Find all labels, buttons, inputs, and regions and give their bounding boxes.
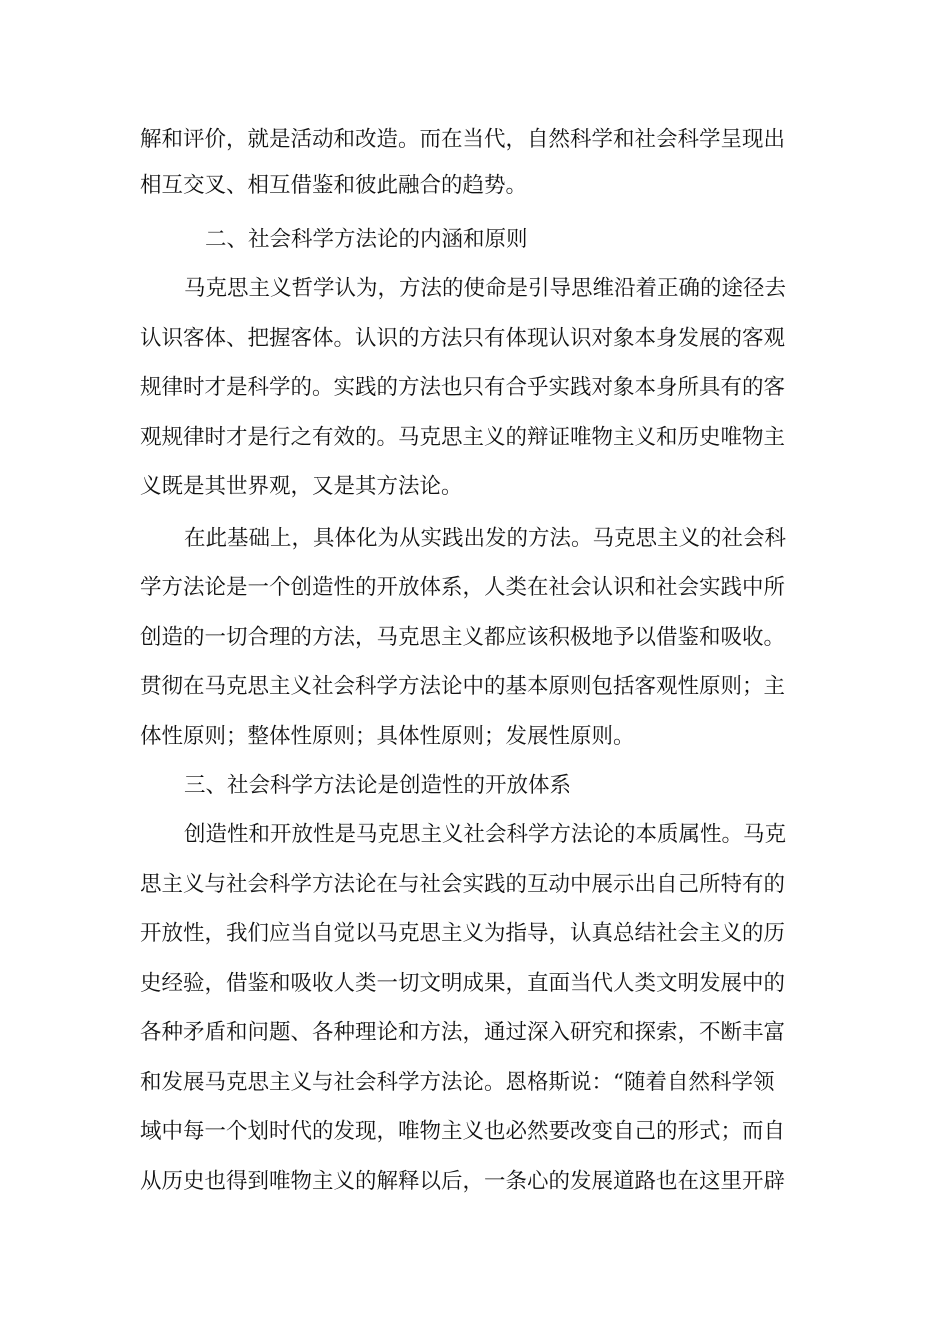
text-line: 和发展马克思主义与社会科学方法论。恩格斯说：“随着自然科学领 — [140, 1070, 775, 1095]
text-line: 从历史也得到唯物主义的解释以后，一条心的发展道路也在这里开辟 — [140, 1169, 786, 1194]
text-line: 创造的一切合理的方法，马克思主义都应该积极地予以借鉴和吸收。 — [140, 625, 786, 650]
text-line: 学方法论是一个创造性的开放体系，人类在社会认识和社会实践中所 — [140, 575, 786, 600]
text-line: 贯彻在马克思主义社会科学方法论中的基本原则包括客观性原则；主 — [140, 674, 786, 699]
text-line: 各种矛盾和问题、各种理论和方法，通过深入研究和探索，不断丰富 — [140, 1020, 786, 1045]
text-line: 史经验，借鉴和吸收人类一切文明成果，直面当代人类文明发展中的 — [140, 971, 786, 996]
text-line: 义既是其世界观，又是其方法论。 — [140, 474, 463, 499]
text-line: 体性原则；整体性原则；具体性原则；发展性原则。 — [140, 724, 635, 749]
text-line: 思主义与社会科学方法论在与社会实践的互动中展示出自己所特有的 — [140, 872, 786, 897]
text-line: 创造性和开放性是马克思主义社会科学方法论的本质属性。马克 — [184, 822, 787, 847]
text-line: 规律时才是科学的。实践的方法也只有合乎实践对象本身所具有的客 — [140, 375, 786, 400]
text-line: 观规律时才是行之有效的。马克思主义的辩证唯物主义和历史唯物主 — [140, 425, 786, 450]
text-line: 域中每一个划时代的发现，唯物主义也必然要改变自己的形式；而自 — [140, 1119, 786, 1144]
section-heading: 二、社会科学方法论的内涵和原则 — [205, 227, 528, 252]
text-line: 开放性，我们应当自觉以马克思主义为指导，认真总结社会主义的历 — [140, 921, 786, 946]
text-line: 认识客体、把握客体。认识的方法只有体现认识对象本身发展的客观 — [140, 326, 786, 351]
text-line: 相互交叉、相互借鉴和彼此融合的趋势。 — [140, 173, 528, 198]
text-line: 马克思主义哲学认为，方法的使命是引导思维沿着正确的途径去 — [184, 276, 787, 301]
text-line: 解和评价，就是活动和改造。而在当代，自然科学和社会科学呈现出 — [140, 127, 786, 152]
text-line: 在此基础上，具体化为从实践出发的方法。马克思主义的社会科 — [184, 526, 787, 551]
section-heading: 三、社会科学方法论是创造性的开放体系 — [184, 773, 572, 798]
